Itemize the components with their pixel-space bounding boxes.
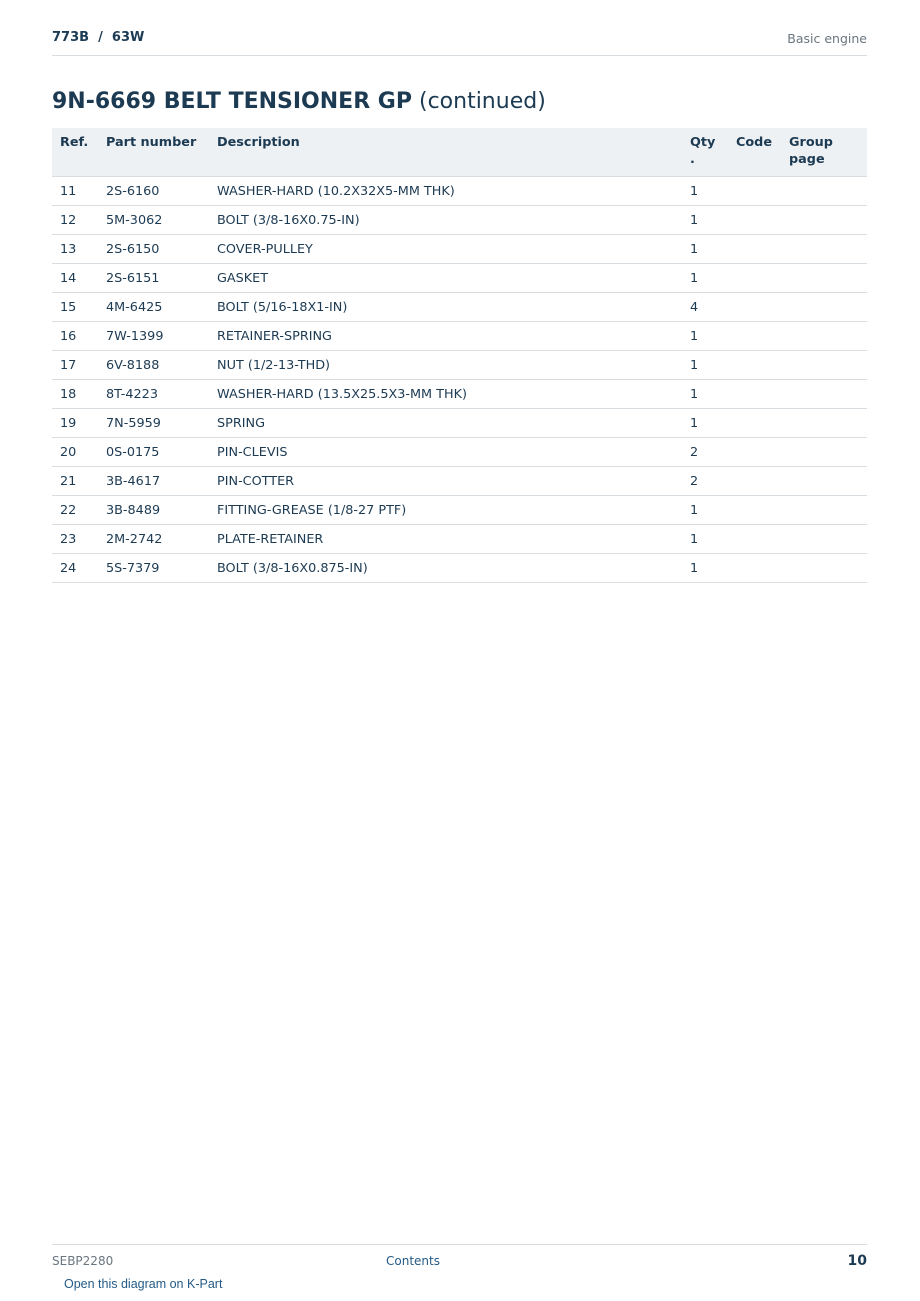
cell-description: BOLT (3/8-16X0.75-IN) (209, 206, 682, 235)
cell-description: GASKET (209, 264, 682, 293)
title-part: 9N-6669 BELT TENSIONER GP (52, 89, 412, 114)
page-footer (52, 1244, 867, 1301)
cell-description: SPRING (209, 409, 682, 438)
cell-code (728, 177, 781, 206)
cell-code (728, 525, 781, 554)
cell-qty: 1 (682, 264, 728, 293)
parts-table (52, 128, 867, 583)
cell-part-number: 2M-2742 (98, 525, 209, 554)
cell-ref: 21 (52, 467, 98, 496)
cell-qty: 1 (682, 235, 728, 264)
table-row (52, 351, 867, 380)
table-row (52, 467, 867, 496)
cell-description: PIN-COTTER (209, 467, 682, 496)
cell-ref: 23 (52, 525, 98, 554)
cell-code (728, 554, 781, 583)
cell-part-number: 2S-6160 (98, 177, 209, 206)
cell-part-number: 0S-0175 (98, 438, 209, 467)
cell-code (728, 206, 781, 235)
cell-description: FITTING-GREASE (1/8-27 PTF) (209, 496, 682, 525)
cell-ref: 12 (52, 206, 98, 235)
cell-qty: 1 (682, 380, 728, 409)
cell-ref: 18 (52, 380, 98, 409)
table-row (52, 322, 867, 351)
table-row (52, 177, 867, 206)
table-row (52, 235, 867, 264)
cell-group-page (781, 206, 867, 235)
cell-part-number: 5S-7379 (98, 554, 209, 583)
cell-ref: 16 (52, 322, 98, 351)
cell-part-number: 6V-8188 (98, 351, 209, 380)
page-number: 10 (847, 1253, 867, 1269)
cell-description: RETAINER-SPRING (209, 322, 682, 351)
contents-link[interactable]: Contents (386, 1254, 440, 1268)
cell-description: COVER-PULLEY (209, 235, 682, 264)
cell-ref: 22 (52, 496, 98, 525)
table-row (52, 496, 867, 525)
cell-qty: 2 (682, 467, 728, 496)
table-row (52, 380, 867, 409)
cell-part-number: 3B-8489 (98, 496, 209, 525)
cell-ref: 24 (52, 554, 98, 583)
col-header-ref: Ref. (52, 128, 98, 177)
cell-group-page (781, 293, 867, 322)
table-row (52, 438, 867, 467)
cell-description: PLATE-RETAINER (209, 525, 682, 554)
cell-part-number: 5M-3062 (98, 206, 209, 235)
cell-group-page (781, 351, 867, 380)
cell-code (728, 351, 781, 380)
col-header-description: Description (209, 128, 682, 177)
cell-code (728, 409, 781, 438)
cell-qty: 1 (682, 409, 728, 438)
table-row (52, 409, 867, 438)
cell-qty: 1 (682, 554, 728, 583)
table-row (52, 206, 867, 235)
cell-qty: 2 (682, 438, 728, 467)
cell-description: NUT (1/2-13-THD) (209, 351, 682, 380)
cell-qty: 1 (682, 322, 728, 351)
cell-ref: 17 (52, 351, 98, 380)
cell-group-page (781, 554, 867, 583)
cell-part-number: 2S-6151 (98, 264, 209, 293)
cell-ref: 19 (52, 409, 98, 438)
kpart-diagram-link[interactable]: Open this diagram on K-Part (64, 1277, 223, 1291)
cell-code (728, 235, 781, 264)
cell-group-page (781, 467, 867, 496)
cell-group-page (781, 525, 867, 554)
cell-qty: 4 (682, 293, 728, 322)
cell-part-number: 8T-4223 (98, 380, 209, 409)
cell-group-page (781, 235, 867, 264)
cell-description: WASHER-HARD (10.2X32X5-MM THK) (209, 177, 682, 206)
model-label: 773B / 63W (52, 30, 145, 45)
cell-group-page (781, 264, 867, 293)
table-row (52, 554, 867, 583)
cell-group-page (781, 438, 867, 467)
section-label: Basic engine (787, 31, 867, 46)
cell-group-page (781, 322, 867, 351)
cell-description: BOLT (3/8-16X0.875-IN) (209, 554, 682, 583)
page-header (52, 28, 867, 56)
cell-code (728, 293, 781, 322)
cell-code (728, 438, 781, 467)
cell-group-page (781, 496, 867, 525)
cell-code (728, 264, 781, 293)
cell-ref: 20 (52, 438, 98, 467)
cell-description: WASHER-HARD (13.5X25.5X3-MM THK) (209, 380, 682, 409)
table-row (52, 525, 867, 554)
cell-qty: 1 (682, 496, 728, 525)
cell-group-page (781, 380, 867, 409)
cell-qty: 1 (682, 177, 728, 206)
cell-description: BOLT (5/16-18X1-IN) (209, 293, 682, 322)
cell-code (728, 322, 781, 351)
page-title (52, 89, 546, 114)
table-row (52, 264, 867, 293)
cell-group-page (781, 409, 867, 438)
cell-ref: 13 (52, 235, 98, 264)
cell-code (728, 467, 781, 496)
table-header-row (52, 128, 867, 177)
cell-part-number: 2S-6150 (98, 235, 209, 264)
title-suffix: (continued) (418, 89, 546, 114)
cell-part-number: 3B-4617 (98, 467, 209, 496)
col-header-code: Code (728, 128, 781, 177)
cell-part-number: 7N-5959 (98, 409, 209, 438)
col-header-qty: Qty . (682, 128, 728, 177)
parts-table-body (52, 177, 867, 583)
cell-qty: 1 (682, 525, 728, 554)
cell-ref: 15 (52, 293, 98, 322)
col-header-part-number: Part number (98, 128, 209, 177)
cell-ref: 14 (52, 264, 98, 293)
col-header-group-page: Group page (781, 128, 867, 177)
cell-part-number: 7W-1399 (98, 322, 209, 351)
table-row (52, 293, 867, 322)
cell-part-number: 4M-6425 (98, 293, 209, 322)
document-id: SEBP2280 (52, 1254, 114, 1268)
cell-qty: 1 (682, 351, 728, 380)
cell-code (728, 380, 781, 409)
cell-code (728, 496, 781, 525)
cell-ref: 11 (52, 177, 98, 206)
cell-qty: 1 (682, 206, 728, 235)
cell-group-page (781, 177, 867, 206)
cell-description: PIN-CLEVIS (209, 438, 682, 467)
